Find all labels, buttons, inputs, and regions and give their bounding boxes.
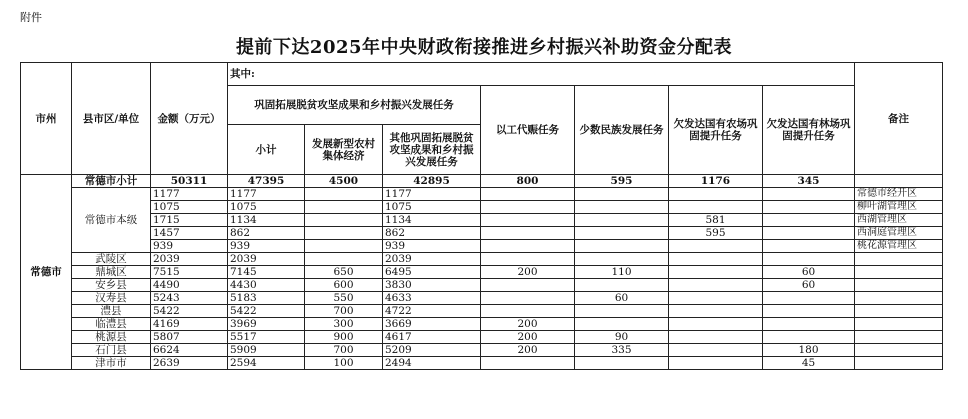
cell-subtotal: 5517 <box>228 331 305 344</box>
cell-other: 862 <box>383 227 481 240</box>
attachment-label: 附件 <box>20 11 42 24</box>
cell-amount: 4169 <box>151 318 228 331</box>
cell-amount: 7515 <box>151 266 228 279</box>
cell-subtotal: 3969 <box>228 318 305 331</box>
subtotal-new-collective: 4500 <box>305 175 383 188</box>
cell-minority: 335 <box>575 344 669 357</box>
benji-label: 常德市本级 <box>72 188 151 253</box>
cell-work-relief <box>481 253 575 266</box>
cell-county: 鼎城区 <box>72 266 151 279</box>
cell-minority: 90 <box>575 331 669 344</box>
header-consolidate: 巩固拓展脱贫攻坚成果和乡村振兴发展任务 <box>228 86 481 125</box>
cell-minority <box>575 253 669 266</box>
cell-new-collective: 700 <box>305 305 383 318</box>
subtotal-label: 常德市小计 <box>72 175 151 188</box>
cell-amount: 1715 <box>151 214 228 227</box>
cell-county: 临澧县 <box>72 318 151 331</box>
table-row <box>21 188 943 201</box>
cell-county: 澧县 <box>72 305 151 318</box>
cell-forest: 45 <box>763 357 855 370</box>
table-row <box>21 331 943 344</box>
cell-amount: 5422 <box>151 305 228 318</box>
subtotal-forest: 345 <box>763 175 855 188</box>
cell-other: 4617 <box>383 331 481 344</box>
cell-forest <box>763 305 855 318</box>
table-row <box>21 253 943 266</box>
cell-farm <box>669 201 763 214</box>
cell-subtotal: 2594 <box>228 357 305 370</box>
table-row <box>21 357 943 370</box>
cell-subtotal: 5183 <box>228 292 305 305</box>
allocation-table <box>20 62 943 370</box>
cell-new-collective: 900 <box>305 331 383 344</box>
cell-amount: 5243 <box>151 292 228 305</box>
cell-work-relief <box>481 292 575 305</box>
cell-other: 6495 <box>383 266 481 279</box>
table-row <box>21 344 943 357</box>
cell-other: 3830 <box>383 279 481 292</box>
cell-other: 2039 <box>383 253 481 266</box>
cell-subtotal: 939 <box>228 240 305 253</box>
header-other-consolidate: 其他巩固拓展脱贫攻坚成果和乡村振兴发展任务 <box>383 125 481 175</box>
cell-subtotal: 862 <box>228 227 305 240</box>
table-row-subtotal <box>21 175 943 188</box>
cell-subtotal: 5422 <box>228 305 305 318</box>
cell-amount: 5807 <box>151 331 228 344</box>
cell-farm <box>669 240 763 253</box>
cell-work-relief: 200 <box>481 331 575 344</box>
cell-amount: 6624 <box>151 344 228 357</box>
cell-other: 1134 <box>383 214 481 227</box>
cell-county: 津市市 <box>72 357 151 370</box>
cell-amount: 1457 <box>151 227 228 240</box>
cell-work-relief: 200 <box>481 266 575 279</box>
cell-forest <box>763 253 855 266</box>
table-row <box>21 279 943 292</box>
subtotal-minority: 595 <box>575 175 669 188</box>
cell-new-collective: 700 <box>305 344 383 357</box>
header-forest: 欠发达国有林场巩固提升任务 <box>763 86 855 175</box>
cell-new-collective: 650 <box>305 266 383 279</box>
cell-note: 西洞庭管理区 <box>855 227 943 240</box>
header-city: 市州 <box>21 63 72 175</box>
table-row <box>21 227 943 240</box>
cell-county: 石门县 <box>72 344 151 357</box>
cell-note: 桃花源管理区 <box>855 240 943 253</box>
cell-work-relief <box>481 305 575 318</box>
cell-forest: 60 <box>763 266 855 279</box>
cell-minority: 110 <box>575 266 669 279</box>
header-of-which: 其中: <box>228 63 855 86</box>
cell-other: 4722 <box>383 305 481 318</box>
cell-subtotal: 2039 <box>228 253 305 266</box>
cell-amount: 2039 <box>151 253 228 266</box>
cell-other: 1075 <box>383 201 481 214</box>
header-notes: 备注 <box>855 63 943 175</box>
cell-other: 5209 <box>383 344 481 357</box>
table-row <box>21 214 943 227</box>
table-row <box>21 201 943 214</box>
cell-work-relief: 200 <box>481 318 575 331</box>
cell-minority <box>575 357 669 370</box>
cell-other: 4633 <box>383 292 481 305</box>
cell-work-relief <box>481 279 575 292</box>
cell-new-collective <box>305 253 383 266</box>
cell-note: 常德市经开区 <box>855 188 943 201</box>
cell-work-relief: 200 <box>481 344 575 357</box>
header-farm: 欠发达国有农场巩固提升任务 <box>669 86 763 175</box>
header-county: 县市区/单位 <box>72 63 151 175</box>
table-row <box>21 318 943 331</box>
subtotal-work-relief: 800 <box>481 175 575 188</box>
cell-minority <box>575 318 669 331</box>
page-title: 提前下达2025年中央财政衔接推进乡村振兴补助资金分配表 <box>235 37 733 58</box>
cell-farm: 595 <box>669 227 763 240</box>
cell-farm <box>669 188 763 201</box>
cell-amount: 939 <box>151 240 228 253</box>
cell-minority: 60 <box>575 292 669 305</box>
subtotal-amount: 50311 <box>151 175 228 188</box>
cell-forest: 60 <box>763 279 855 292</box>
subtotal-other: 42895 <box>383 175 481 188</box>
cell-farm: 581 <box>669 214 763 227</box>
table-row <box>21 292 943 305</box>
cell-subtotal: 1075 <box>228 201 305 214</box>
subtotal-farm: 1176 <box>669 175 763 188</box>
table-row <box>21 266 943 279</box>
cell-other: 2494 <box>383 357 481 370</box>
cell-county: 汉寿县 <box>72 292 151 305</box>
cell-forest <box>763 292 855 305</box>
cell-subtotal: 4430 <box>228 279 305 292</box>
cell-new-collective: 300 <box>305 318 383 331</box>
cell-other: 1177 <box>383 188 481 201</box>
cell-other: 3669 <box>383 318 481 331</box>
table-row <box>21 305 943 318</box>
header-amount: 金额（万元） <box>151 63 228 175</box>
city-cell: 常德市 <box>21 175 72 370</box>
cell-amount: 1075 <box>151 201 228 214</box>
cell-minority <box>575 305 669 318</box>
cell-work-relief <box>481 357 575 370</box>
header-subtotal: 小计 <box>228 125 305 175</box>
cell-subtotal: 1177 <box>228 188 305 201</box>
cell-new-collective: 100 <box>305 357 383 370</box>
cell-amount: 2639 <box>151 357 228 370</box>
cell-new-collective: 600 <box>305 279 383 292</box>
cell-amount: 1177 <box>151 188 228 201</box>
cell-forest <box>763 331 855 344</box>
cell-note: 西湖管理区 <box>855 214 943 227</box>
cell-amount: 4490 <box>151 279 228 292</box>
cell-county: 武陵区 <box>72 253 151 266</box>
cell-minority <box>575 279 669 292</box>
cell-other: 939 <box>383 240 481 253</box>
header-minority: 少数民族发展任务 <box>575 86 669 175</box>
header-work-relief: 以工代赈任务 <box>481 86 575 175</box>
cell-subtotal: 7145 <box>228 266 305 279</box>
cell-forest <box>763 318 855 331</box>
cell-county: 桃源县 <box>72 331 151 344</box>
header-new-collective: 发展新型农村集体经济 <box>305 125 383 175</box>
cell-note: 柳叶湖管理区 <box>855 201 943 214</box>
cell-forest: 180 <box>763 344 855 357</box>
cell-new-collective: 550 <box>305 292 383 305</box>
table-row <box>21 240 943 253</box>
subtotal-subtotal: 47395 <box>228 175 305 188</box>
cell-subtotal: 5909 <box>228 344 305 357</box>
cell-county: 安乡县 <box>72 279 151 292</box>
cell-subtotal: 1134 <box>228 214 305 227</box>
